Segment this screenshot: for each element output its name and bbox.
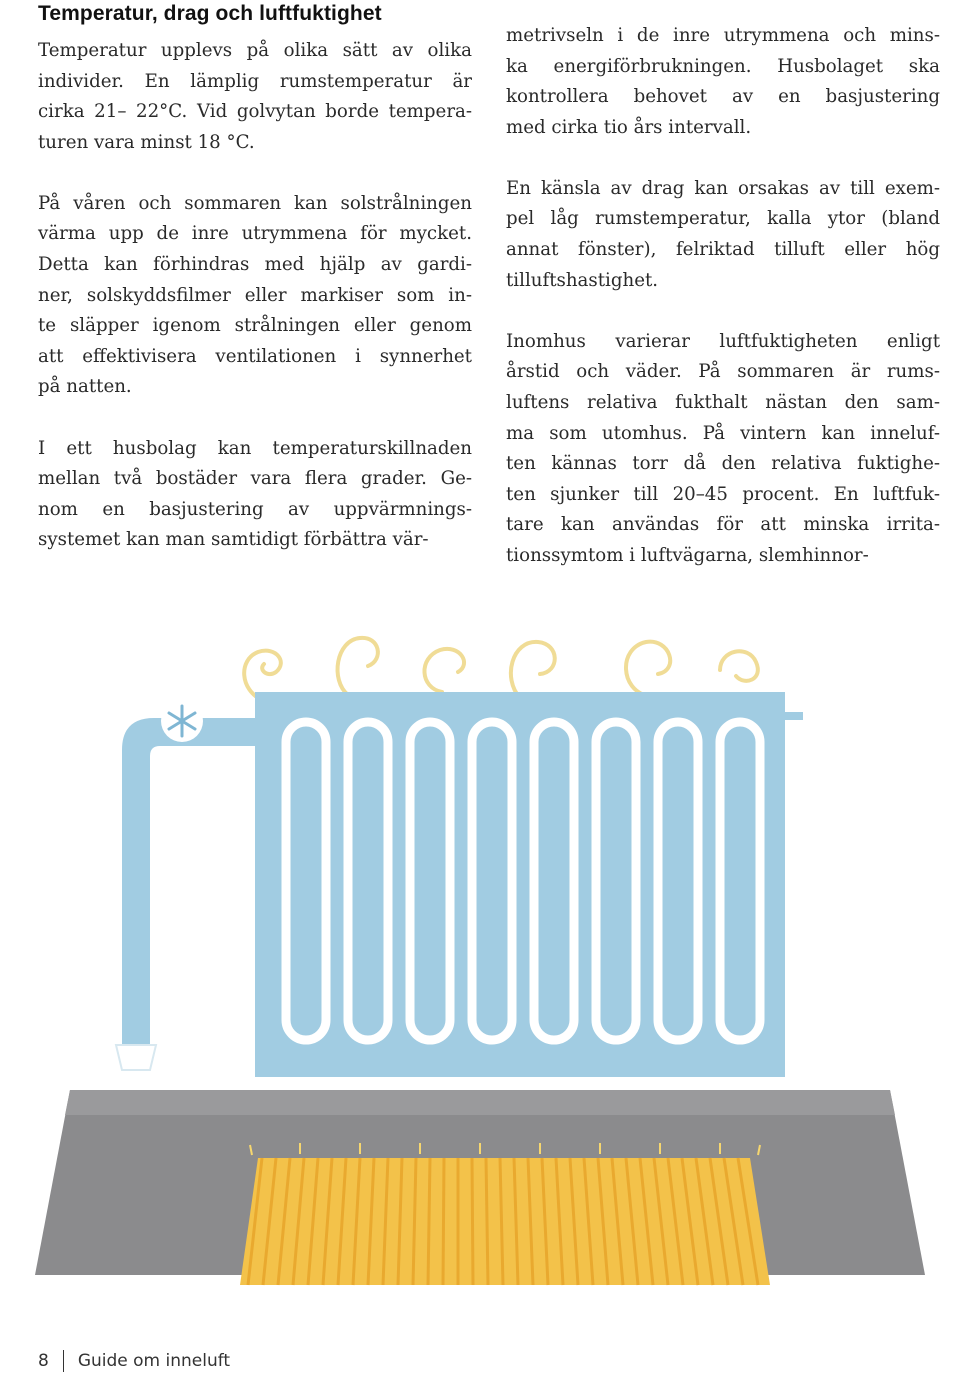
text-line: nom en basjustering av uppvärmnings- — [38, 498, 472, 520]
paragraph — [506, 21, 940, 143]
text-line: pel låg rumstemperatur, kalla ytor (bland — [506, 208, 940, 230]
text-line: ner, solskyddsfilmer eller markiser som in- — [38, 284, 472, 306]
text-line: kontrollera behovet av en basjustering — [506, 86, 940, 108]
publication-title: Guide om inneluft — [77, 1351, 231, 1371]
text-line: värma upp de inre utrymmena för mycket. — [38, 223, 472, 245]
text-line: individer. En lämplig rumstemperatur är — [38, 70, 472, 92]
text-line: luftens relativa fukthalt nästan den sam- — [506, 391, 940, 413]
text-line: I ett husbolag kan temperaturskillnaden — [38, 437, 472, 459]
text-line: ten sjunker till 20–45 procent. En luftfuk- — [506, 483, 940, 505]
text-line: cirka 21– 22°C. Vid golvytan borde tempera- — [38, 101, 472, 123]
text-line: turen vara minst 18 °C. — [38, 131, 255, 153]
right-text-column — [506, 21, 940, 602]
text-line: systemet kan man samtidigt förbättra vär- — [38, 529, 429, 551]
left-text-column — [38, 36, 472, 586]
footer-divider — [63, 1350, 64, 1372]
steam-swirl-icon — [244, 638, 758, 700]
paragraph — [38, 189, 472, 403]
page-footer — [38, 1350, 230, 1372]
text-line: Inomhus varierar luftfuktigheten enligt — [506, 330, 940, 352]
text-line: metrivseln i de inre utrymmena och mins- — [506, 25, 940, 46]
text-line: ma som utomhus. På vintern kan inneluf- — [506, 422, 940, 444]
text-line: på natten. — [38, 376, 132, 398]
text-line: På våren och sommaren kan solstrålningen — [38, 192, 472, 214]
text-line: annat fönster), felriktad tilluft eller hög — [506, 239, 940, 261]
text-line: ka energiförbrukningen. Husbolaget ska — [506, 55, 940, 77]
text-line: med cirka tio års intervall. — [506, 116, 752, 138]
section-heading: Temperatur, drag och luftfuktighet — [38, 2, 382, 25]
text-line: te släpper igenom strålningen eller genom — [38, 315, 472, 337]
paragraph — [38, 434, 472, 556]
text-line: ten kännas torr då den relativa fuktighe- — [506, 453, 940, 475]
paragraph — [506, 327, 940, 572]
floor-rug-icon — [35, 1090, 925, 1285]
text-line: Temperatur upplevs på olika sätt av olika — [38, 40, 472, 61]
text-line: Detta kan förhindras med hjälp av gardi- — [38, 254, 472, 276]
page-number: 8 — [38, 1351, 49, 1371]
radiator-illustration — [0, 600, 960, 1340]
text-line: mellan två bostäder vara flera grader. Ge- — [38, 468, 472, 490]
text-line: En känsla av drag kan orsakas av till exem- — [506, 177, 940, 199]
text-line: tare kan användas för att minska irrita- — [506, 514, 940, 536]
snowflake-valve-icon — [161, 700, 203, 742]
paragraph — [506, 174, 940, 296]
text-line: tionssymtom i luftvägarna, slemhinnor- — [506, 544, 869, 566]
radiator-icon — [116, 692, 803, 1077]
text-line: årstid och väder. På sommaren är rums- — [506, 361, 940, 383]
text-line: tilluftshastighet. — [506, 269, 659, 291]
text-line: att effektivisera ventilationen i synnerhet — [38, 345, 472, 367]
paragraph — [38, 36, 472, 158]
